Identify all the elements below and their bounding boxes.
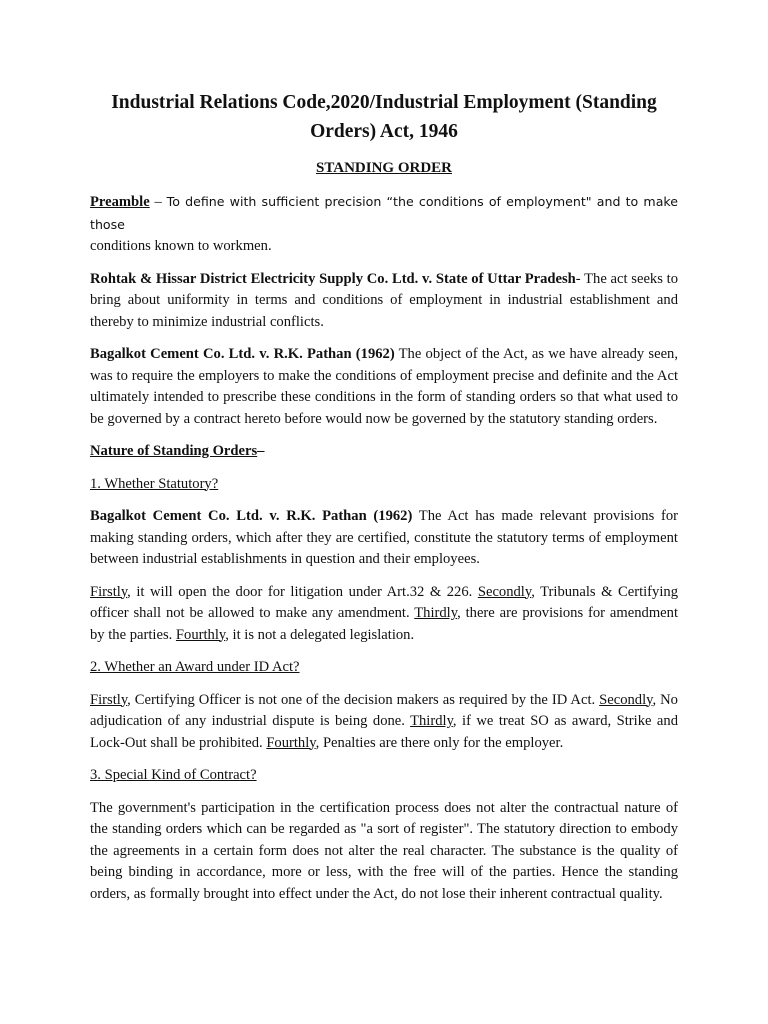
document-page <box>90 88 678 905</box>
case-citation: Bagalkot Cement Co. Ltd. v. R.K. Pathan (1962) <box>90 346 395 362</box>
reason-text: , there are provisions for amendment by the parties. <box>90 605 679 643</box>
secondly-label: Secondly <box>599 691 653 708</box>
case-citation: Bagalkot Cement Co. Ltd. v. R.K. Pathan (1962) <box>90 508 413 524</box>
nature-heading-label: Nature of Standing Orders <box>90 443 258 459</box>
paragraph-text: - The act seeks to bring about uniformity in terms and conditions of employment in industrial establishment and thereby to minimize industrial conflicts. <box>90 270 678 330</box>
fourthly-label: Fourthly <box>266 734 316 751</box>
reason-text: , it is not a delegated legislation. <box>225 626 415 643</box>
reason-text: , Penalties are there only for the employer. <box>315 734 564 751</box>
thirdly-label: Thirdly <box>410 713 453 729</box>
nature-heading <box>90 441 678 463</box>
firstly-label: Firstly <box>90 691 128 708</box>
section-heading-standing-order: STANDING ORDER <box>316 160 452 176</box>
preamble-text: To define with sufficient precision “the conditions of employment" and to make those <box>90 194 678 232</box>
question-heading-award: 2. Whether an Award under ID Act? <box>90 659 300 675</box>
reason-text: , if we treat SO as award, Strike and Lock-Out shall be prohibited. <box>90 713 678 751</box>
statutory-reasons-paragraph <box>90 582 678 647</box>
secondly-label: Secondly <box>477 583 532 600</box>
award-reasons-paragraph <box>90 690 678 755</box>
question-heading-contract: 3. Special Kind of Contract? <box>90 767 257 783</box>
preamble-dash: – <box>149 194 167 210</box>
paragraph-text: The Act has made relevant provisions for making standing orders, which after they are certified, constitute the statutory terms of employment between industrial establishments in question and their employees. <box>90 508 678 567</box>
firstly-label: Firstly <box>90 583 128 600</box>
nature-heading-dash: – <box>257 443 265 459</box>
document-title: Industrial Relations Code,2020/Industrial Employment (Standing Orders) Act, 1946 <box>111 92 657 142</box>
rohtak-case-paragraph <box>90 269 678 334</box>
contract-paragraph: The government's participation in the certification process does not alter the contractual nature of the standing orders which can be regarded as "a sort of register". The statutory direction to embody the agreements in a certain form does not alter the real character. The substance is the quality of being binding in accordance, more or less, with the free will of the parties. Hence the standing orders, as formally brought into effect under the Act, do not lose their inherent contractual quality. <box>90 799 678 902</box>
preamble-paragraph <box>90 191 678 258</box>
reason-text: , Certifying Officer is not one of the decision makers as required by the ID Act. <box>127 691 600 708</box>
preamble-text-continued: conditions known to workmen. <box>90 238 272 254</box>
question-heading-statutory: 1. Whether Statutory? <box>90 475 219 492</box>
paragraph-text: The object of the Act, as we have already seen, was to require the employers to make the conditions of employment precise and definite and the Act ultimately intended to prescribe these conditions in the form of standing orders so that what used to be governed by a contract hereto before would now be governed by the statutory standing orders. <box>90 346 678 427</box>
bagalkot-statutory-paragraph <box>90 506 678 571</box>
preamble-label: Preamble <box>90 194 150 210</box>
case-citation: Rohtak & Hissar District Electricity Supply Co. Ltd. v. State of Uttar Pradesh <box>90 270 576 287</box>
reason-text: , Tribunals & Certifying officer shall not be allowed to make any amendment. <box>90 583 678 621</box>
reason-text: , No adjudication of any industrial dispute is being done. <box>90 691 678 729</box>
thirdly-label: Thirdly <box>414 605 458 621</box>
reason-text: , it will open the door for litigation under Art.32 & 226. <box>127 583 478 600</box>
fourthly-label: Fourthly <box>175 626 226 643</box>
bagalkot-object-paragraph <box>90 344 678 430</box>
